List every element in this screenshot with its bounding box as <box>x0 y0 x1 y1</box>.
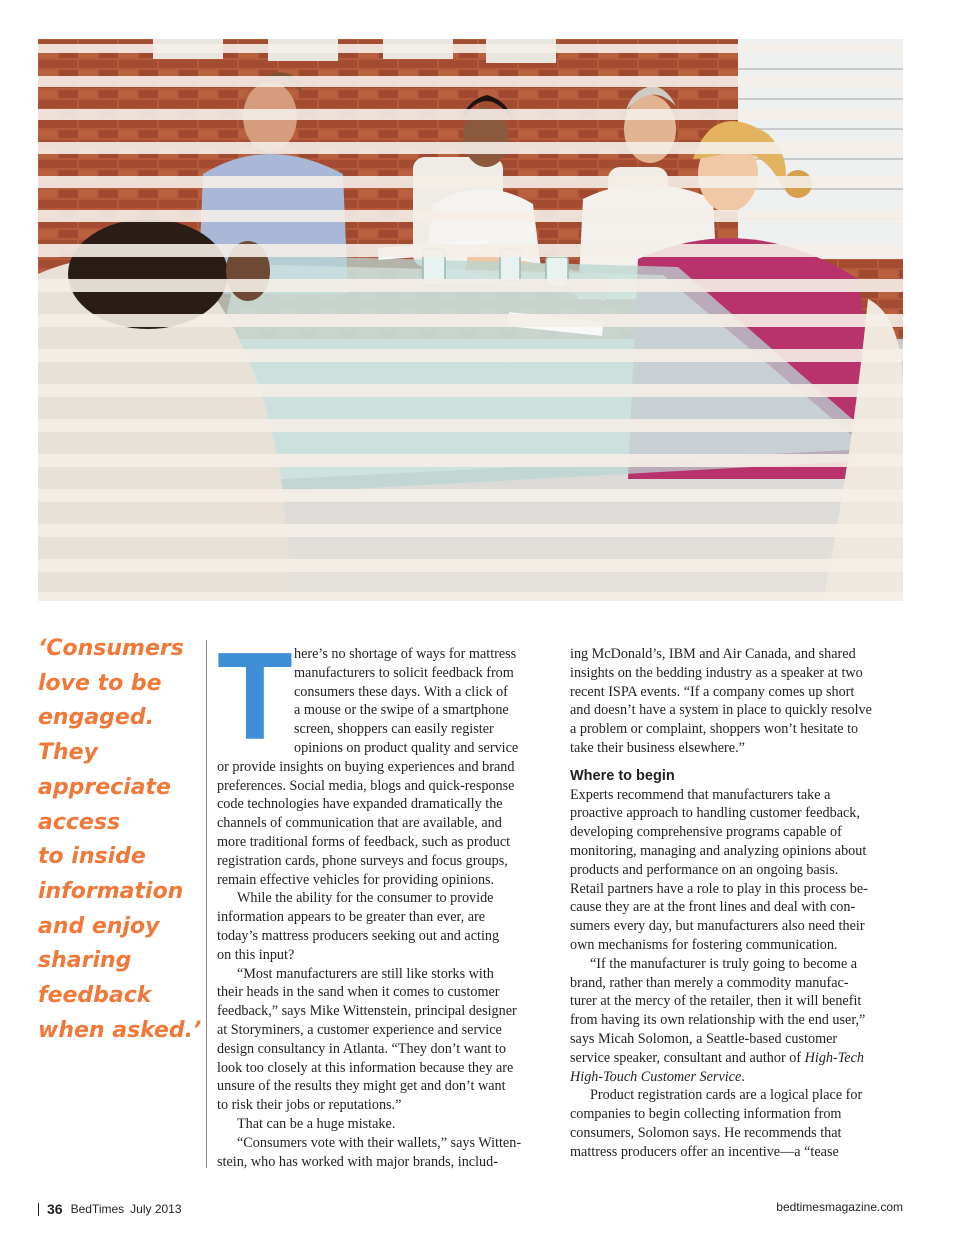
body-line: and doesn’t have a system in place to quickly resolve <box>570 702 872 719</box>
hero-photo <box>38 39 903 601</box>
body-line: insights on the bedding industry as a speaker at two <box>570 664 863 681</box>
body-line: consumers, Solomon says. He recommends that <box>570 1124 842 1141</box>
magazine-name: BedTimes <box>70 1202 125 1216</box>
body-line: monitoring, managing and analyzing opinions about <box>570 842 867 859</box>
body-line: own mechanisms for fostering communication. <box>570 936 838 953</box>
body-line: more traditional forms of feedback, such as product <box>217 833 511 850</box>
body-line: here’s no shortage of ways for mattress <box>294 646 517 662</box>
pull-quote-line: sharing <box>38 948 132 974</box>
article-column-2 <box>570 645 906 1162</box>
body-line: channels of communication that are available, and <box>217 815 502 832</box>
body-line: to risk their jobs or reputations.” <box>217 1097 402 1114</box>
body-line: “If the manufacturer is truly going to become a <box>590 955 858 972</box>
body-line: on this input? <box>217 946 295 963</box>
body-line: from having its own relationship with the end user,” <box>570 1012 866 1029</box>
pull-quote-line: appreciate <box>38 774 171 800</box>
drop-cap: T <box>217 628 293 766</box>
page-footer <box>38 1200 182 1218</box>
body-line: or provide insights on buying experiences and brand <box>217 758 515 775</box>
body-line: manufacturers to solicit feedback from <box>294 664 514 681</box>
body-line: mattress producers offer an incentive—a “tease <box>570 1143 839 1160</box>
body-line: turer at the mercy of the retailer, then it will benefit <box>570 993 862 1010</box>
meeting-illustration <box>38 39 903 601</box>
pull-quote-line: and enjoy <box>38 913 160 939</box>
body-line: While the ability for the consumer to provide <box>237 890 494 907</box>
issue-date: July 2013 <box>130 1202 182 1216</box>
pull-quote-line: engaged. <box>38 705 154 731</box>
column-divider <box>206 640 207 1168</box>
pull-quote-line: to inside <box>38 844 146 870</box>
body-line: unsure of the results they might get and don’t want <box>217 1078 506 1095</box>
body-line: ing McDonald’s, IBM and Air Canada, and shared <box>570 646 856 662</box>
body-line: take their business elsewhere.” <box>570 739 745 756</box>
footer-divider <box>38 1203 39 1216</box>
body-line: proactive approach to handling customer feedback, <box>570 805 860 822</box>
body-text: . <box>741 1068 745 1085</box>
article-column-1 <box>217 628 553 1171</box>
body-line: their heads in the sand when it comes to customer <box>217 984 500 1001</box>
body-line: stein, who has worked with major brands, includ- <box>217 1153 498 1170</box>
page-number: 36 <box>47 1201 63 1217</box>
pull-quote-line: information <box>38 878 184 904</box>
pull-quote <box>38 632 202 1048</box>
body-line: a problem or complaint, shoppers won’t hesitate to <box>570 721 859 738</box>
body-line: consumers these days. With a click of <box>294 683 508 700</box>
pull-quote-line: They <box>38 740 98 766</box>
body-line: information appears to be greater than ever, are <box>217 909 486 926</box>
book-title: High-Tech <box>804 1049 864 1066</box>
website-url[interactable]: bedtimesmagazine.com <box>776 1200 903 1214</box>
pull-quote-line: when asked.’ <box>38 1017 202 1043</box>
body-line: opinions on product quality and service <box>294 739 519 756</box>
body-line <box>570 1068 906 1087</box>
body-line: at Storyminers, a customer experience and service <box>217 1021 502 1038</box>
pull-quote-line: access <box>38 809 121 835</box>
body-line: look too closely at this information because they are <box>217 1059 514 1076</box>
body-text: service speaker, consultant and author of <box>570 1049 802 1066</box>
body-line: sumers every day, but manufacturers also need their <box>570 918 865 935</box>
section-subhead: Where to begin <box>570 767 675 784</box>
body-line: brand, rather than merely a commodity manufac- <box>570 974 849 991</box>
body-line: Product registration cards are a logical place for <box>590 1087 863 1104</box>
pull-quote-line: love to be <box>38 670 162 696</box>
body-line: code technologies have expanded dramatically the <box>217 796 503 813</box>
body-line: Experts recommend that manufacturers take a <box>570 786 831 803</box>
pull-quote-line: feedback <box>38 983 152 1009</box>
body-line: remain effective vehicles for providing opinions. <box>217 871 495 888</box>
body-line: preferences. Social media, blogs and quick-response <box>217 777 515 794</box>
body-line: “Consumers vote with their wallets,” says Witten- <box>237 1134 522 1151</box>
book-title: High-Touch Customer Service <box>570 1068 742 1085</box>
body-line: says Micah Solomon, a Seattle-based customer <box>570 1030 838 1047</box>
body-line: That can be a huge mistake. <box>237 1115 396 1132</box>
body-line: recent ISPA events. “If a company comes up short <box>570 683 855 700</box>
body-line: products and performance on an ongoing basis. <box>570 861 839 878</box>
pull-quote-line: ‘Consumers <box>38 636 184 661</box>
body-line: companies to begin collecting information from <box>570 1106 842 1123</box>
body-line: a mouse or the swipe of a smartphone <box>294 702 509 719</box>
body-line: design consultancy in Atlanta. “They don’t want to <box>217 1040 506 1057</box>
body-line: Retail partners have a role to play in this process be- <box>570 880 868 897</box>
body-line: cause they are at the front lines and deal with con- <box>570 899 856 916</box>
body-line: feedback,” says Mike Wittenstein, principal designer <box>217 1003 517 1020</box>
body-line: registration cards, phone surveys and focus groups, <box>217 852 508 869</box>
body-line: developing comprehensive programs capable of <box>570 824 842 841</box>
body-line: screen, shoppers can easily register <box>294 721 494 738</box>
body-line: “Most manufacturers are still like storks with <box>237 965 494 982</box>
body-line <box>570 1049 906 1068</box>
body-line: today’s mattress producers seeking out and acting <box>217 927 500 944</box>
